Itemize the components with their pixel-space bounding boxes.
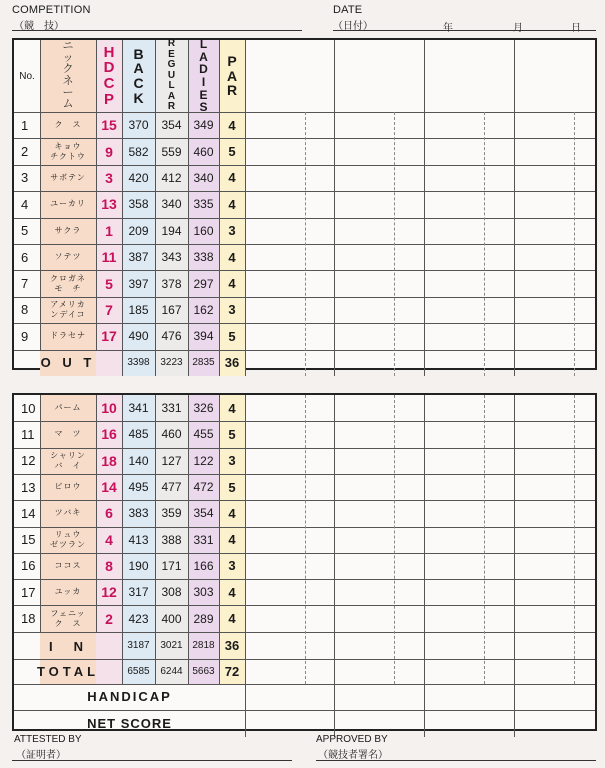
hole-handicap: 8 — [105, 557, 113, 574]
hole-number: 8 — [21, 302, 29, 318]
hole-handicap: 7 — [105, 301, 113, 318]
grid-column-line — [305, 112, 306, 376]
ladies-tee-yardage: 338 — [193, 250, 214, 265]
back-tee-yardage: 317 — [128, 585, 149, 600]
hole-number: 6 — [21, 249, 29, 265]
handicap-label: HANDICAP — [87, 689, 172, 705]
ladies-tee-yardage: 340 — [193, 170, 214, 185]
hole-par: 4 — [228, 584, 236, 600]
grand-total-regular-total: 6244 — [160, 665, 183, 677]
grand-total-back-total: 6585 — [127, 665, 150, 677]
hole-handicap: 4 — [105, 531, 113, 548]
hole-number: 17 — [21, 584, 36, 600]
front-nine-card — [12, 38, 597, 370]
back-tee-yardage: 397 — [128, 276, 149, 291]
ladies-tee-yardage: 160 — [193, 223, 214, 238]
ladies-tee-yardage: 166 — [193, 558, 214, 573]
attested-by-label: ATTESTED BY — [14, 734, 82, 745]
date-label: DATE — [333, 4, 363, 16]
out-back-total: 3398 — [127, 357, 150, 369]
hole-nickname: ドラセナ — [50, 331, 86, 341]
regular-tee-yardage: 476 — [161, 329, 182, 344]
hole-handicap: 16 — [101, 426, 117, 443]
hole-nickname: クロガネ モ チ — [50, 273, 86, 293]
regular-tee-yardage: 167 — [161, 302, 182, 317]
out-label: O U T — [40, 355, 96, 371]
hole-nickname: アメリカ ンデイコ — [50, 299, 86, 319]
ladies-tee-yardage: 162 — [193, 302, 214, 317]
hole-nickname: サクラ — [54, 225, 82, 235]
hole-nickname: ツバキ — [54, 508, 82, 518]
ladies-tee-yardage: 303 — [193, 585, 214, 600]
regular-tee-yardage: 354 — [161, 118, 182, 133]
regular-tee-yardage: 388 — [161, 532, 182, 547]
back-tee-yardage: 490 — [128, 329, 149, 344]
hole-nickname: フェニッ ク ス — [50, 608, 86, 628]
grid-column-line — [514, 40, 515, 376]
hole-number: 9 — [21, 328, 29, 344]
back-tee-yardage: 190 — [128, 558, 149, 573]
hole-par: 5 — [228, 328, 236, 344]
hole-handicap: 5 — [105, 275, 113, 292]
approved-line — [316, 760, 596, 761]
hole-handicap: 6 — [105, 505, 113, 522]
competition-sub-label: （競 技） — [14, 21, 64, 32]
hole-par: 3 — [228, 453, 236, 469]
hole-nickname: ビロウ — [54, 482, 82, 492]
grid-column-line — [484, 395, 485, 684]
hole-handicap: 2 — [105, 610, 113, 627]
regular-tee-yardage: 400 — [161, 611, 182, 626]
hole-number: 7 — [21, 276, 29, 292]
ladies-column-header: L A D I E S — [199, 37, 208, 115]
hole-number: 12 — [21, 453, 36, 469]
hole-par: 5 — [228, 426, 236, 442]
regular-tee-yardage: 331 — [161, 401, 182, 416]
ladies-tee-yardage: 460 — [193, 144, 214, 159]
ladies-tee-yardage: 354 — [193, 506, 214, 521]
nickname-column-header: ニ ッ ク ネ ー ム — [62, 40, 74, 111]
grid-column-line — [394, 395, 395, 684]
regular-column-header: R E G U L A R — [167, 38, 176, 113]
back-tee-yardage: 485 — [128, 427, 149, 442]
in-ladies-total: 2818 — [192, 639, 215, 651]
back-tee-yardage: 341 — [128, 401, 149, 416]
back-tee-yardage: 370 — [128, 118, 149, 133]
hole-par: 3 — [228, 223, 236, 239]
hole-par: 4 — [228, 196, 236, 212]
grid-column-line — [245, 395, 246, 737]
grand-total-label: TOTAL — [36, 663, 100, 679]
back-tee-yardage: 185 — [128, 302, 149, 317]
hole-nickname: ココス — [54, 560, 82, 570]
hole-nickname: シャリン バ イ — [50, 450, 86, 470]
hole-par: 5 — [228, 144, 236, 160]
back-tee-yardage: 582 — [128, 144, 149, 159]
back-tee-yardage: 495 — [128, 480, 149, 495]
back-tee-yardage: 358 — [128, 197, 149, 212]
hole-nickname: ユッカ — [54, 587, 82, 597]
out-ladies-total: 2835 — [192, 357, 215, 369]
ladies-tee-yardage: 455 — [193, 427, 214, 442]
hole-number: 1 — [21, 117, 29, 133]
hole-number: 3 — [21, 170, 29, 186]
hole-handicap: 14 — [101, 479, 117, 496]
in-label: I N — [48, 638, 87, 654]
ladies-tee-yardage: 326 — [193, 401, 214, 416]
hole-par: 4 — [228, 505, 236, 521]
hole-handicap: 17 — [101, 328, 117, 345]
hole-nickname: マ ツ — [54, 429, 82, 439]
grid-column-line — [394, 112, 395, 376]
hole-par: 4 — [228, 170, 236, 186]
regular-tee-yardage: 340 — [161, 197, 182, 212]
out-par-total: 36 — [224, 355, 240, 371]
hole-handicap: 10 — [101, 400, 117, 417]
regular-tee-yardage: 127 — [161, 453, 182, 468]
back-tee-yardage: 413 — [128, 532, 149, 547]
hole-number: 18 — [21, 611, 36, 627]
ladies-tee-yardage: 349 — [193, 118, 214, 133]
hole-number: 10 — [21, 400, 36, 416]
hole-number: 2 — [21, 144, 29, 160]
grid-column-line — [574, 395, 575, 684]
hole-nickname: パーム — [54, 403, 82, 413]
attested-line — [12, 760, 292, 761]
par-column-header: P A R — [226, 52, 238, 99]
number-column-header: No. — [19, 70, 35, 82]
regular-tee-yardage: 412 — [161, 170, 182, 185]
hole-nickname: サボテン — [50, 172, 86, 182]
regular-tee-yardage: 477 — [161, 480, 182, 495]
hole-handicap: 18 — [101, 452, 117, 469]
hole-nickname: ク ス — [54, 120, 82, 130]
back-tee-yardage: 420 — [128, 170, 149, 185]
competition-line — [12, 30, 302, 31]
hole-par: 4 — [228, 249, 236, 265]
hole-par: 5 — [228, 479, 236, 495]
ladies-tee-yardage: 297 — [193, 276, 214, 291]
hole-par: 4 — [228, 276, 236, 292]
ladies-tee-yardage: 122 — [193, 453, 214, 468]
back-column-header: B A C K — [133, 45, 144, 106]
grid-column-line — [514, 395, 515, 737]
hole-number: 16 — [21, 558, 36, 574]
hole-number: 15 — [21, 532, 36, 548]
hole-handicap: 11 — [101, 249, 117, 266]
hole-number: 13 — [21, 479, 36, 495]
back-tee-yardage: 387 — [128, 250, 149, 265]
hole-number: 4 — [21, 196, 29, 212]
date-line — [333, 30, 596, 31]
back-tee-yardage: 423 — [128, 611, 149, 626]
regular-tee-yardage: 308 — [161, 585, 182, 600]
ladies-tee-yardage: 331 — [193, 532, 214, 547]
grid-column-line — [334, 395, 335, 737]
hole-par: 3 — [228, 558, 236, 574]
attested-by-sub-label: （証明者） — [16, 750, 66, 761]
grid-column-line — [245, 40, 246, 376]
hole-handicap: 15 — [101, 117, 117, 134]
regular-tee-yardage: 171 — [161, 558, 182, 573]
hole-nickname: ソテツ — [54, 252, 82, 262]
day-label: 日 — [571, 23, 581, 34]
regular-tee-yardage: 460 — [161, 427, 182, 442]
hole-handicap: 3 — [105, 169, 113, 186]
hole-par: 4 — [228, 400, 236, 416]
date-sub-label: （日付） — [333, 21, 373, 32]
back-tee-yardage: 209 — [128, 223, 149, 238]
competition-label: COMPETITION — [12, 4, 91, 16]
approved-by-label: APPROVED BY — [316, 734, 388, 745]
regular-tee-yardage: 359 — [161, 506, 182, 521]
grand-total-par-total: 72 — [224, 663, 240, 679]
in-regular-total: 3021 — [160, 639, 183, 651]
hole-number: 5 — [21, 223, 29, 239]
hole-handicap: 13 — [101, 196, 117, 213]
back-tee-yardage: 140 — [128, 453, 149, 468]
grid-column-line — [334, 40, 335, 376]
regular-tee-yardage: 378 — [161, 276, 182, 291]
regular-tee-yardage: 559 — [161, 144, 182, 159]
grid-column-line — [305, 395, 306, 684]
ladies-tee-yardage: 289 — [193, 611, 214, 626]
ladies-tee-yardage: 394 — [193, 329, 214, 344]
regular-tee-yardage: 194 — [161, 223, 182, 238]
out-regular-total: 3223 — [160, 357, 183, 369]
grid-column-line — [424, 40, 425, 376]
hole-nickname: ユーカリ — [50, 199, 86, 209]
hole-par: 4 — [228, 611, 236, 627]
approved-by-sub-label: （競技者署名） — [318, 750, 388, 761]
hole-par: 4 — [228, 117, 236, 133]
grid-column-line — [574, 112, 575, 376]
grid-column-line — [484, 112, 485, 376]
hole-number: 11 — [21, 426, 35, 442]
ladies-tee-yardage: 335 — [193, 197, 214, 212]
hole-nickname: キョウ チクトウ — [50, 141, 86, 161]
hole-number: 14 — [21, 505, 36, 521]
in-back-total: 3187 — [127, 639, 150, 651]
hole-handicap: 9 — [105, 143, 113, 160]
grid-column-line — [424, 395, 425, 737]
regular-tee-yardage: 343 — [161, 250, 182, 265]
hole-par: 4 — [228, 532, 236, 548]
month-label: 月 — [513, 23, 523, 34]
in-par-total: 36 — [224, 637, 240, 653]
net-score-label: NET SCORE — [87, 715, 172, 731]
back-tee-yardage: 383 — [128, 506, 149, 521]
hole-handicap: 1 — [105, 222, 113, 239]
grand-total-ladies-total: 5663 — [192, 665, 215, 677]
hole-handicap: 12 — [101, 584, 117, 601]
hdcp-column-header: H D C P — [103, 43, 115, 108]
hole-nickname: リュウ ゼツラン — [50, 529, 86, 549]
back-nine-card — [12, 393, 597, 731]
year-label: 年 — [443, 23, 453, 34]
hole-par: 3 — [228, 302, 236, 318]
ladies-tee-yardage: 472 — [193, 480, 214, 495]
